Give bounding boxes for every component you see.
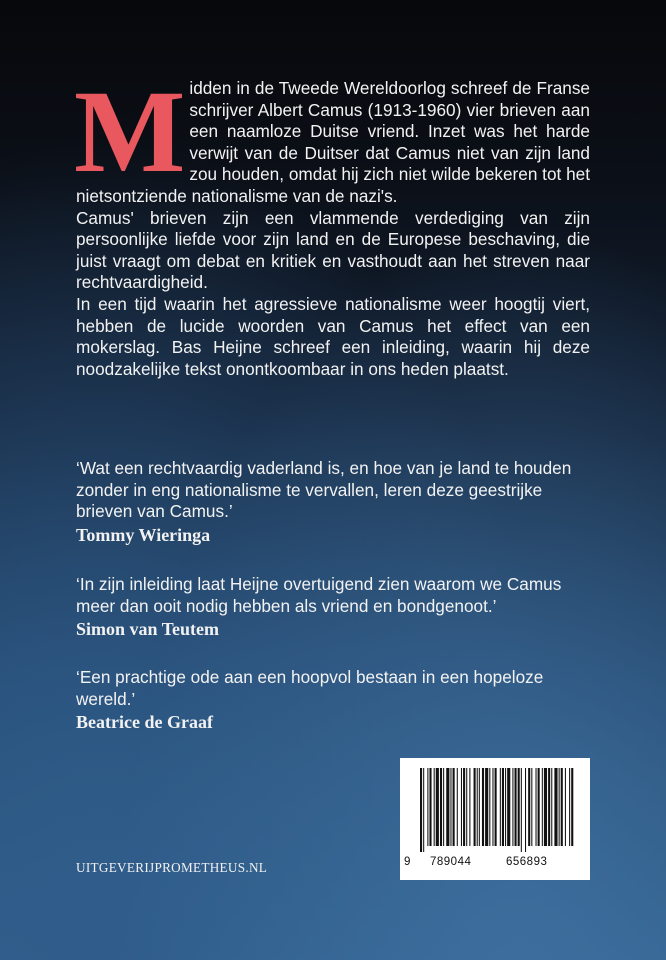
barcode-bar bbox=[461, 768, 462, 846]
barcode-bar bbox=[466, 768, 467, 846]
barcode-bar bbox=[528, 768, 530, 846]
barcode-bar bbox=[489, 768, 490, 846]
review-quote-2 bbox=[76, 574, 590, 641]
barcode-bar bbox=[561, 768, 563, 846]
blurb-body bbox=[74, 66, 590, 380]
barcode-bar bbox=[536, 768, 537, 846]
isbn-barcode bbox=[400, 758, 590, 880]
isbn-digits-left: 789044 bbox=[430, 856, 472, 868]
barcode-bar bbox=[457, 768, 458, 846]
barcode-bar bbox=[500, 768, 501, 846]
barcode-bar bbox=[571, 768, 573, 846]
barcode-bar bbox=[559, 768, 560, 846]
review-quote-1 bbox=[76, 458, 590, 546]
barcode-bar bbox=[512, 768, 513, 846]
barcode-bar bbox=[453, 768, 455, 846]
barcode-bar bbox=[518, 768, 520, 846]
barcode-bar bbox=[440, 768, 442, 846]
barcode-bar bbox=[450, 768, 451, 846]
barcode-bar bbox=[525, 768, 526, 852]
barcode-bar bbox=[469, 768, 470, 846]
barcode-bar bbox=[515, 768, 517, 846]
barcode-bar bbox=[538, 768, 540, 846]
blurb-paragraph-2: Camus' brieven zijn een vlammende verdediging van zijn persoonlijke liefde voor zijn land en de Europese beschaving, die juist vraagt om debat en kritiek en vasthoudt aan het streven naar rechtvaardigheid. bbox=[76, 207, 590, 293]
barcode-bars bbox=[414, 768, 576, 852]
barcode-bar bbox=[495, 768, 497, 846]
publisher-website: UITGEVERIJPROMETHEUS.NL bbox=[76, 860, 268, 875]
barcode-bar bbox=[521, 768, 522, 852]
barcode-bar bbox=[485, 768, 488, 846]
barcode-bar bbox=[551, 768, 552, 846]
review-quote-3 bbox=[76, 667, 590, 734]
barcode-bar bbox=[548, 768, 550, 846]
barcode-bar bbox=[554, 768, 557, 846]
quote-author: Beatrice de Graaf bbox=[76, 712, 213, 733]
quote-text: ‘Een prachtige ode aan een hoopvol bestaan in een hopeloze wereld.’ bbox=[76, 667, 544, 709]
barcode-bar bbox=[531, 768, 532, 846]
barcode-bar bbox=[477, 768, 478, 846]
quote-text: ‘Wat een rechtvaardig vaderland is, en hoe van je land te houden zonder in eng nationalisme te vervallen, leren deze geestrijke brieven van Camus.’ bbox=[76, 458, 572, 522]
barcode-bar bbox=[427, 768, 428, 846]
barcode-bar bbox=[420, 768, 422, 852]
blurb-paragraph-3: In een tijd waarin het agressieve nationalisme weer hoogtij viert, hebben de lucide woorden van Camus het effect van een mokerslag. Bas Heijne schreef een inleiding, waarin hij deze noodzakelijke tekst onontkoombaar in ons heden plaatst. bbox=[76, 293, 590, 379]
barcode-bar bbox=[544, 768, 547, 846]
barcode-bar bbox=[443, 768, 444, 846]
quote-author: Tommy Wieringa bbox=[76, 524, 211, 545]
barcode-bar bbox=[505, 768, 506, 846]
barcode-bar bbox=[569, 768, 570, 846]
barcode-bar bbox=[429, 768, 431, 846]
isbn-digits-right: 656893 bbox=[506, 856, 548, 868]
barcode-bar bbox=[492, 768, 493, 846]
barcode-bar bbox=[434, 768, 435, 846]
barcode-bar bbox=[482, 768, 484, 846]
barcode-bar bbox=[542, 768, 543, 846]
quote-text: ‘In zijn inleiding laat Heijne overtuigend zien waarom we Camus meer dan ooit nodig hebben als vriend en bondgenoot.’ bbox=[76, 574, 562, 616]
barcode-bar bbox=[436, 768, 439, 846]
isbn-lead-digit: 9 bbox=[404, 856, 411, 868]
drop-cap: M bbox=[74, 66, 182, 197]
quote-author: Simon van Teutem bbox=[76, 619, 220, 640]
barcode-bar bbox=[502, 768, 504, 846]
barcode-bar bbox=[423, 768, 424, 852]
barcode-bar bbox=[479, 768, 480, 846]
barcode-bar bbox=[446, 768, 449, 846]
barcode-bar bbox=[507, 768, 510, 846]
barcode-bar bbox=[474, 768, 476, 846]
barcode-bar bbox=[565, 768, 566, 846]
barcode-bar bbox=[463, 768, 465, 846]
blurb-paragraph-1: idden in de Tweede Wereldoorlog schreef de Franse schrijver Albert Camus (1913-1960) vier brieven aan een naamloze Duitse vriend. Inzet was het harde verwijt van de Duitser dat Camus niet van zijn land zou houden, omdat hij zich niet wilde bekeren tot het nietsontziende nationalisme van de nazi's. bbox=[76, 78, 590, 206]
